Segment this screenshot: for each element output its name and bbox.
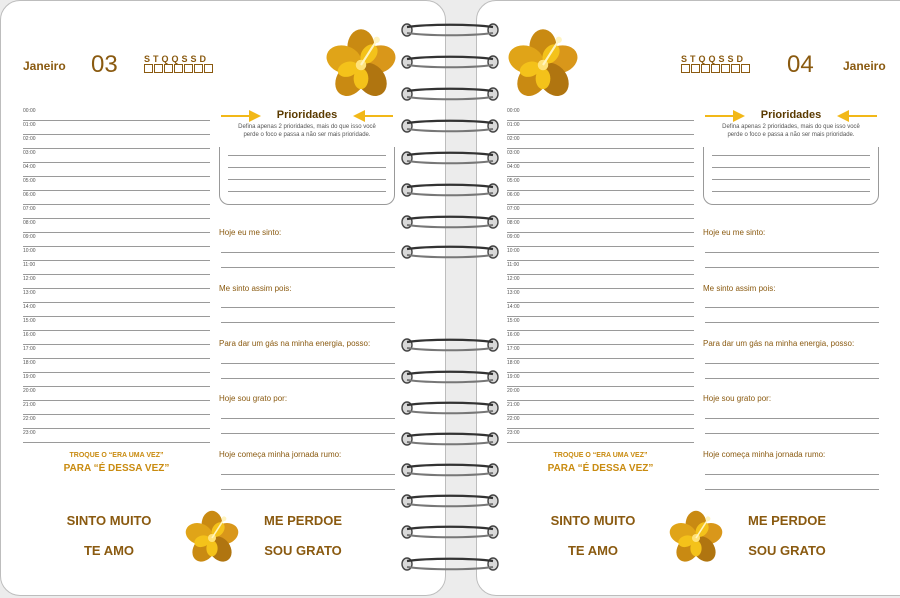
spiral-ring: [399, 245, 501, 259]
hour-label: 12:00: [23, 276, 36, 282]
hour-label: 09:00: [507, 234, 520, 240]
weekday-checkbox[interactable]: [144, 64, 153, 73]
hour-label: 21:00: [507, 402, 520, 408]
hour-row[interactable]: [23, 303, 210, 317]
prompt-feeling: Hoje eu me sinto:: [219, 228, 282, 237]
answer-line[interactable]: [705, 252, 879, 253]
answer-line[interactable]: [705, 418, 879, 419]
weekday-checkbox[interactable]: [721, 64, 730, 73]
hour-label: 03:00: [23, 150, 36, 156]
hour-label: 05:00: [23, 178, 36, 184]
answer-line[interactable]: [221, 489, 395, 490]
hour-row[interactable]: [23, 345, 210, 359]
hour-label: 15:00: [23, 318, 36, 324]
mantra-sou-grato: SOU GRATO: [748, 543, 826, 558]
hour-row[interactable]: [507, 429, 694, 443]
hour-label: 20:00: [23, 388, 36, 394]
hour-label: 12:00: [507, 276, 520, 282]
weekday-checkbox[interactable]: [194, 64, 203, 73]
hour-row[interactable]: [507, 121, 694, 135]
hour-label: 16:00: [507, 332, 520, 338]
hour-label: 22:00: [507, 416, 520, 422]
hour-row[interactable]: [507, 331, 694, 345]
priority-line: [228, 179, 386, 180]
priority-line: [712, 167, 870, 168]
planner-page-left: [0, 0, 446, 596]
spiral-ring: [399, 183, 501, 197]
hour-row[interactable]: [507, 191, 694, 205]
hour-label: 15:00: [507, 318, 520, 324]
hour-row[interactable]: [507, 345, 694, 359]
hour-row[interactable]: [23, 247, 210, 261]
weekday-checkbox[interactable]: [741, 64, 750, 73]
hour-label: 20:00: [507, 388, 520, 394]
mantra-sinto-muito: SINTO MUITO: [66, 513, 152, 528]
weekday-checkbox[interactable]: [711, 64, 720, 73]
hour-row[interactable]: [23, 261, 210, 275]
answer-line[interactable]: [221, 378, 395, 379]
hour-row[interactable]: [23, 191, 210, 205]
hour-label: 10:00: [507, 248, 520, 254]
weekday-checkbox[interactable]: [731, 64, 740, 73]
weekday-checkbox[interactable]: [154, 64, 163, 73]
answer-line[interactable]: [705, 267, 879, 268]
spiral-ring: [399, 370, 501, 384]
hour-row[interactable]: [23, 205, 210, 219]
spiral-ring: [399, 463, 501, 477]
quote-line-1: TROQUE O “ERA UMA VEZ”: [553, 452, 648, 459]
spiral-ring: [399, 557, 501, 571]
hour-row[interactable]: [507, 233, 694, 247]
hour-label: 17:00: [507, 346, 520, 352]
hour-row[interactable]: [507, 373, 694, 387]
hour-label: 05:00: [507, 178, 520, 184]
hour-label: 18:00: [23, 360, 36, 366]
prompt-reason: Me sinto assim pois:: [703, 284, 776, 293]
priorities-description-line: perde o foco e passa a não ser mais prioridade.: [727, 131, 855, 138]
quote-line-2: PARA “É DESSA VEZ”: [63, 463, 170, 474]
prompt-journey: Hoje começa minha jornada rumo:: [703, 450, 826, 459]
hour-row[interactable]: [23, 359, 210, 373]
answer-line[interactable]: [221, 418, 395, 419]
answer-line[interactable]: [705, 433, 879, 434]
answer-line[interactable]: [221, 252, 395, 253]
prompt-reason: Me sinto assim pois:: [219, 284, 292, 293]
answer-line[interactable]: [221, 433, 395, 434]
hour-label: 06:00: [507, 192, 520, 198]
weekday-checkbox[interactable]: [204, 64, 213, 73]
hour-schedule: [23, 107, 210, 443]
spiral-ring: [399, 432, 501, 446]
mantra-me-perdoe: ME PERDOE: [747, 513, 826, 528]
priority-line: [228, 167, 386, 168]
prompt-gratitude: Hoje sou grato por:: [219, 394, 288, 403]
hour-row[interactable]: [507, 219, 694, 233]
answer-line[interactable]: [705, 363, 879, 364]
hour-row[interactable]: [507, 401, 694, 415]
hour-label: 13:00: [507, 290, 520, 296]
priority-line: [712, 191, 870, 192]
hour-label: 14:00: [23, 304, 36, 310]
planner-page-right: [476, 0, 900, 596]
mantra-te-amo: TE AMO: [83, 543, 135, 558]
prompt-gratitude: Hoje sou grato por:: [703, 394, 772, 403]
hour-row[interactable]: [23, 289, 210, 303]
spiral-ring: [399, 151, 501, 165]
hour-row[interactable]: [507, 359, 694, 373]
hour-row[interactable]: [507, 163, 694, 177]
hour-row[interactable]: [507, 415, 694, 429]
answer-line[interactable]: [221, 322, 395, 323]
hour-row[interactable]: [507, 247, 694, 261]
weekday-checkbox[interactable]: [174, 64, 183, 73]
hour-label: 11:00: [23, 262, 36, 268]
priority-line: [228, 191, 386, 192]
priorities-description-line: Defina apenas 2 prioridades, mais do que isso você: [238, 124, 376, 130]
hour-row[interactable]: [23, 387, 210, 401]
hour-label: 04:00: [507, 164, 520, 170]
spiral-ring: [399, 525, 501, 539]
answer-line[interactable]: [221, 474, 395, 475]
hour-row[interactable]: [507, 149, 694, 163]
answer-line[interactable]: [705, 378, 879, 379]
hour-row[interactable]: [507, 135, 694, 149]
hour-label: 02:00: [507, 136, 520, 142]
weekday-checkbox[interactable]: [681, 64, 690, 73]
hour-label: 07:00: [23, 206, 36, 212]
hibiscus-small-icon: [667, 506, 725, 566]
hour-schedule: [507, 107, 694, 443]
day-number: 03: [91, 51, 118, 78]
hour-label: 04:00: [23, 164, 36, 170]
priority-line: [712, 179, 870, 180]
priorities-title: Prioridades: [760, 109, 822, 121]
hour-row[interactable]: [507, 261, 694, 275]
priority-line: [228, 155, 386, 156]
priorities-description-line: Defina apenas 2 prioridades, mais do que isso você: [722, 124, 860, 130]
hour-row[interactable]: [507, 387, 694, 401]
priorities-title: Prioridades: [276, 109, 338, 121]
answer-line[interactable]: [705, 322, 879, 323]
hibiscus-small-icon: [183, 506, 241, 566]
hour-row[interactable]: [23, 275, 210, 289]
priorities-description: [219, 124, 395, 139]
answer-line[interactable]: [705, 474, 879, 475]
hour-row[interactable]: [23, 373, 210, 387]
hour-label: 21:00: [23, 402, 36, 408]
hour-label: 08:00: [507, 220, 520, 226]
hour-label: 02:00: [23, 136, 36, 142]
weekday-letters: STQQSSD: [681, 54, 747, 64]
spiral-ring: [399, 55, 501, 69]
prompt-feeling: Hoje eu me sinto:: [703, 228, 766, 237]
hour-row[interactable]: [507, 205, 694, 219]
priorities-description: [703, 124, 879, 139]
hour-label: 09:00: [23, 234, 36, 240]
hour-label: 19:00: [23, 374, 36, 380]
hour-label: 23:00: [23, 430, 36, 436]
hour-row[interactable]: [23, 401, 210, 415]
hour-label: 00:00: [23, 108, 36, 114]
prompt-journey: Hoje começa minha jornada rumo:: [219, 450, 342, 459]
mantra-sinto-muito: SINTO MUITO: [550, 513, 636, 528]
hour-label: 01:00: [23, 122, 36, 128]
spiral-ring: [399, 215, 501, 229]
hour-row[interactable]: [23, 317, 210, 331]
answer-line[interactable]: [221, 267, 395, 268]
day-number: 04: [787, 51, 814, 78]
hour-label: 11:00: [507, 262, 520, 268]
spiral-ring: [399, 494, 501, 508]
weekday-selector: [144, 54, 214, 73]
priorities-box[interactable]: [703, 147, 879, 205]
hour-row[interactable]: [507, 275, 694, 289]
mantra-te-amo: TE AMO: [567, 543, 619, 558]
hour-row[interactable]: [23, 121, 210, 135]
hour-row[interactable]: [23, 331, 210, 345]
hour-row[interactable]: [23, 219, 210, 233]
hour-label: 13:00: [23, 290, 36, 296]
hour-label: 07:00: [507, 206, 520, 212]
answer-line[interactable]: [221, 307, 395, 308]
prompt-energy: Para dar um gás na minha energia, posso:: [703, 339, 855, 348]
hibiscus-flower-icon: [505, 23, 581, 103]
hour-label: 10:00: [23, 248, 36, 254]
answer-line[interactable]: [705, 489, 879, 490]
hour-row[interactable]: [23, 415, 210, 429]
hour-label: 18:00: [507, 360, 520, 366]
priorities-box[interactable]: [219, 147, 395, 205]
hour-row[interactable]: [23, 135, 210, 149]
prompt-energy: Para dar um gás na minha energia, posso:: [219, 339, 371, 348]
hour-row[interactable]: [23, 149, 210, 163]
hour-label: 06:00: [23, 192, 36, 198]
weekday-checkbox[interactable]: [164, 64, 173, 73]
hour-label: 22:00: [23, 416, 36, 422]
answer-line[interactable]: [221, 363, 395, 364]
priority-line: [712, 155, 870, 156]
hour-row[interactable]: [507, 317, 694, 331]
hour-label: 03:00: [507, 150, 520, 156]
hibiscus-flower-icon: [323, 23, 399, 103]
quote-line-2: PARA “É DESSA VEZ”: [547, 463, 654, 474]
hour-row[interactable]: [23, 177, 210, 191]
month-label: Janeiro: [843, 59, 886, 73]
answer-line[interactable]: [705, 307, 879, 308]
hour-row[interactable]: [23, 233, 210, 247]
spiral-ring: [399, 119, 501, 133]
spiral-ring: [399, 338, 501, 352]
weekday-letters: STQQSSD: [144, 54, 210, 64]
hour-row[interactable]: [507, 107, 694, 121]
hour-row[interactable]: [507, 289, 694, 303]
hour-label: 14:00: [507, 304, 520, 310]
spiral-ring: [399, 87, 501, 101]
spiral-ring: [399, 23, 501, 37]
hour-label: 01:00: [507, 122, 520, 128]
hour-row[interactable]: [23, 429, 210, 443]
mantra-sou-grato: SOU GRATO: [264, 543, 342, 558]
hour-label: 23:00: [507, 430, 520, 436]
mantra-me-perdoe: ME PERDOE: [263, 513, 342, 528]
hour-row[interactable]: [23, 107, 210, 121]
hour-row[interactable]: [507, 177, 694, 191]
weekday-selector: [681, 54, 751, 73]
weekday-checkboxes[interactable]: [681, 64, 751, 73]
hour-label: 19:00: [507, 374, 520, 380]
weekday-checkbox[interactable]: [691, 64, 700, 73]
hour-label: 16:00: [23, 332, 36, 338]
quote-line-1: TROQUE O “ERA UMA VEZ”: [69, 452, 164, 459]
weekday-checkbox[interactable]: [701, 64, 710, 73]
priorities-description-line: perde o foco e passa a não ser mais prioridade.: [243, 131, 371, 138]
hour-row[interactable]: [23, 163, 210, 177]
month-label: Janeiro: [23, 59, 66, 73]
weekday-checkbox[interactable]: [184, 64, 193, 73]
hour-label: 00:00: [507, 108, 520, 114]
hour-label: 08:00: [23, 220, 36, 226]
weekday-checkboxes[interactable]: [144, 64, 214, 73]
hour-row[interactable]: [507, 303, 694, 317]
hour-label: 17:00: [23, 346, 36, 352]
spiral-ring: [399, 401, 501, 415]
